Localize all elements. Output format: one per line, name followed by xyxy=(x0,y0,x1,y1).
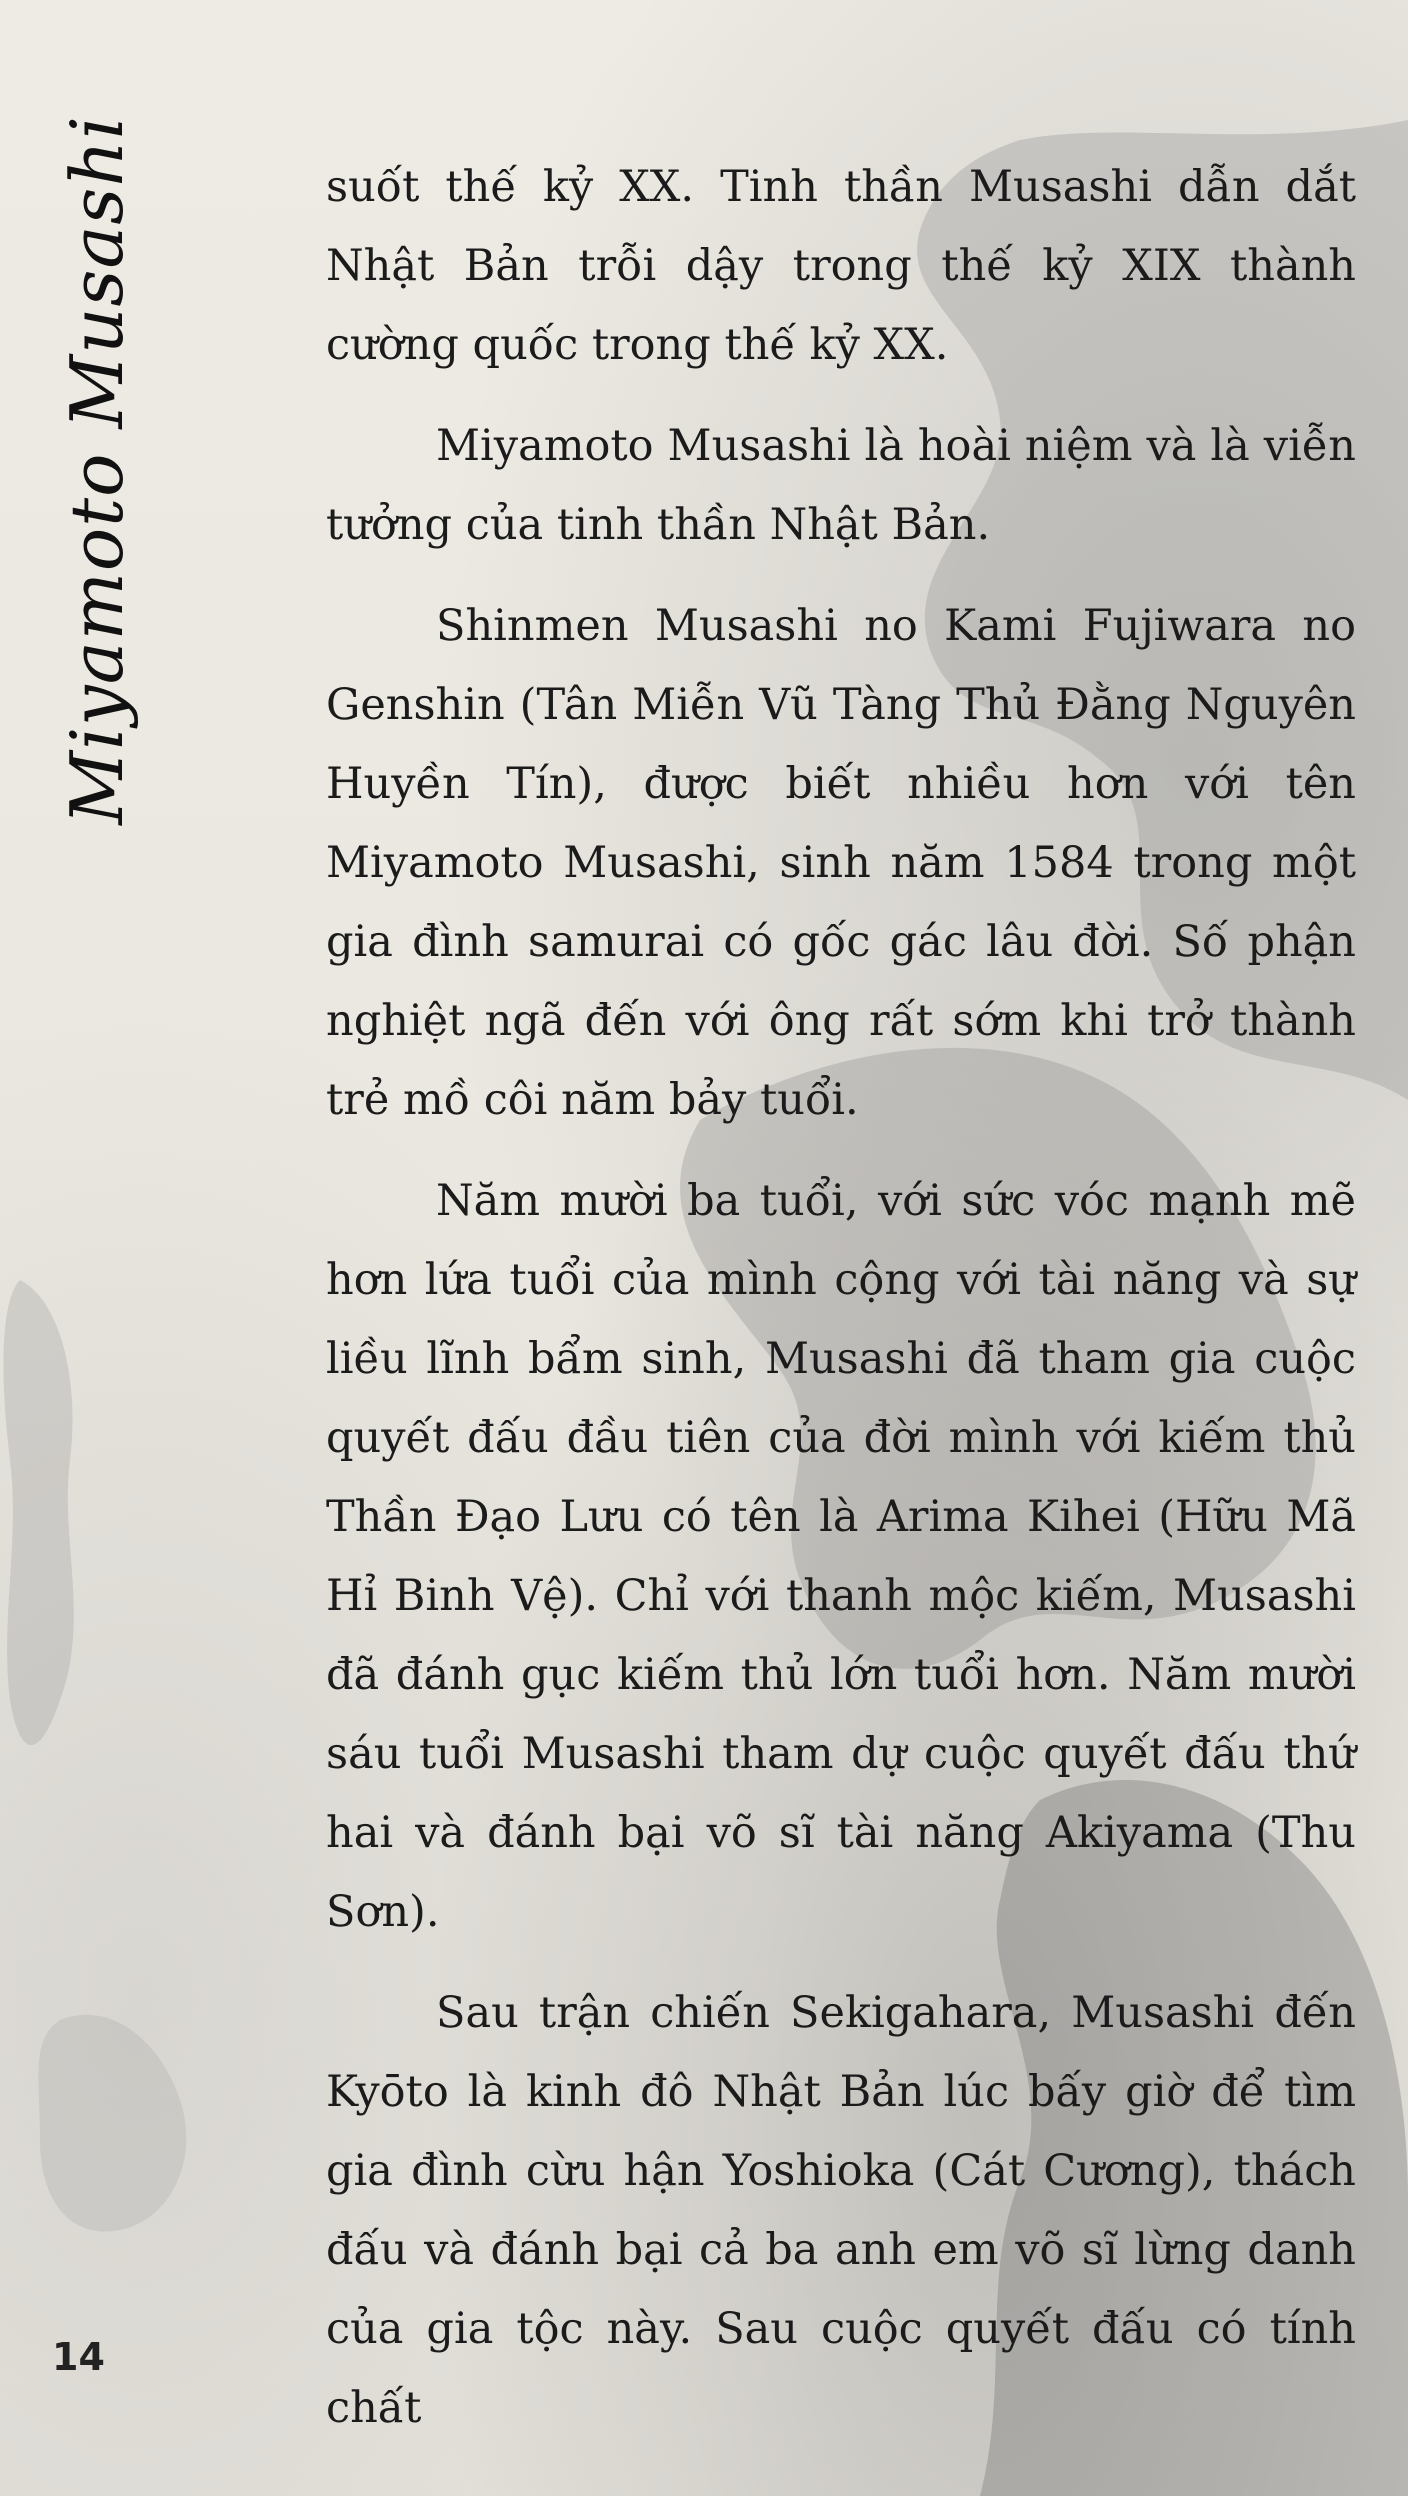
running-title: Miyamoto Musashi xyxy=(55,115,139,825)
paragraph: Sau trận chiến Sekigahara, Musashi đến Kyōto là kinh đô Nhật Bản lúc bấy giờ để tìm gia đình cừu hận Yoshioka (Cát Cương), thách đấu và đánh bại cả ba anh em võ sĩ lừng danh của gia tộc này. Sau cuộc quyết đấu có tính chất xyxy=(326,1988,1356,2433)
paragraph: Miyamoto Musashi là hoài niệm và là viễn tưởng của tinh thần Nhật Bản. xyxy=(326,421,1356,550)
paragraph: Năm mười ba tuổi, với sức vóc mạnh mẽ hơn lứa tuổi của mình cộng với tài năng và sự liều lĩnh bẩm sinh, Musashi đã tham gia cuộc quyết đấu đầu tiên của đời mình với kiếm thủ Thần Đạo Lưu có tên là Arima Kihei (Hữu Mã Hỉ Binh Vệ). Chỉ với thanh mộc kiếm, Musashi đã đánh gục kiếm thủ lớn tuổi hơn. Năm mười sáu tuổi Musashi tham dự cuộc quyết đấu thứ hai và đánh bại võ sĩ tài năng Akiyama (Thu Sơn). xyxy=(326,1176,1356,1937)
paragraph: Shinmen Musashi no Kami Fujiwara no Genshin (Tân Miễn Vũ Tàng Thủ Đằng Nguyên Huyền Tín), được biết nhiều hơn với tên Miyamoto Musashi, sinh năm 1584 trong một gia đình samurai có gốc gác lâu đời. Số phận nghiệt ngã đến với ông rất sớm khi trở thành trẻ mồ côi năm bảy tuổi. xyxy=(326,601,1356,1125)
paragraph: suốt thế kỷ XX. Tinh thần Musashi dẫn dắt Nhật Bản trỗi dậy trong thế kỷ XIX thành cường quốc trong thế kỷ XX. xyxy=(326,162,1356,370)
page-number: 14 xyxy=(52,2335,105,2379)
body-text xyxy=(326,148,1356,2470)
